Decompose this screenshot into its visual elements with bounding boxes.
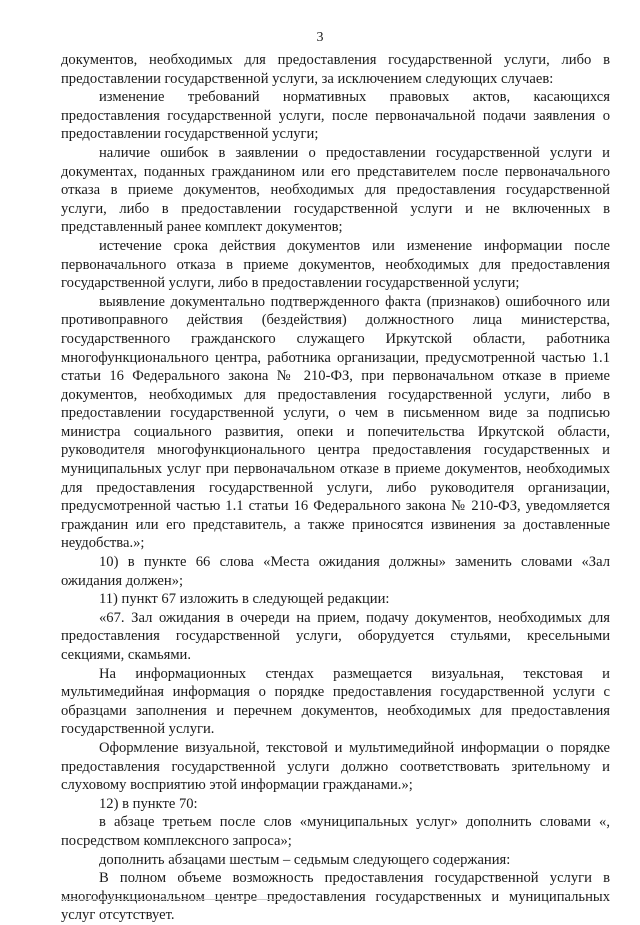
bottom-divider: [61, 899, 301, 900]
paragraph-item-10: 10) в пункте 66 слова «Места ожидания должны» заменить словами «Зал ожидания должен»;: [61, 554, 610, 589]
paragraph-info-design: Оформление визуальной, текстовой и мультимедийной информации о порядке предоставления государственной услуги должно соответствовать зрительному и слуховому восприятию этой информации гражданами.»;: [61, 739, 610, 794]
paragraph-item-12-abzac-3: в абзаце третьем после слов «муниципальных услуг» дополнить словами «, посредством комплексного запроса»;: [61, 814, 610, 849]
paragraph-exception-legal-change: изменение требований нормативных правовых актов, касающихся предоставления государственной услуги, после первоначальной подачи заявления о предоставлении государственной услуги;: [61, 89, 610, 143]
paragraph-continuation: документов, необходимых для предоставления государственной услуги, либо в предоставлении государственной услуги, за исключением следующих случаев:: [61, 52, 610, 87]
page-number: 3: [316, 30, 324, 45]
paragraph-info-stands: На информационных стендах размещается визуальная, текстовая и мультимедийная информация о порядке предоставления государственной услуги с образцами заполнения и перечнем документов, необходимых для предоставления государственной услуги.: [61, 665, 610, 738]
paragraph-exception-violation: выявление документально подтвержденного факта (признаков) ошибочного или противоправного действия (бездействия) должностного лица министерства, государственного гражданского служащего Иркутской области, работника многофункционального центра, работника организации, предусмотренной частью 1.1 статьи 16 Федерального закона № 210-ФЗ, при первоначальном отказе в приеме документов, необходимых для предоставления государственной услуги, либо в предоставлении государственной услуги, о чем в письменном виде за подписью министра социального развития, опеки и попечительства Иркутской области, руководителя многофункционального центра предоставления государственных и муниципальных услуг при первоначальном отказе в приеме документов, необходимых для предоставления государственной услуги, либо руководителя организации, предусмотренной частью 1.1 статьи 16 Федерального закона № 210-ФЗ, уведомляется гражданин или его представитель, а также приносятся извинения за доставленные неудобства.»;: [61, 293, 610, 552]
paragraph-item-12-add: дополнить абзацами шестым – седьмым следующего содержания:: [99, 851, 511, 868]
paragraph-exception-expiry: истечение срока действия документов или изменение информации после первоначального отказа в приеме документов, необходимых для предоставления государственной услуги, либо в предоставлении государственной услуги;: [61, 237, 610, 292]
paragraph-full-scope: В полном объеме возможность предоставления государственной услуги в многофункциональном центре предоставления государственных и муниципальных услуг отсутствует.: [61, 870, 610, 924]
paragraph-exception-errors: наличие ошибок в заявлении о предоставлении государственной услуги и документах, поданных гражданином или его представителем после первоначального отказа в приеме документов, необходимых для предоставления государственной услуги, либо в предоставлении государственной услуги и не включенных в представленный ранее комплект документов;: [61, 144, 610, 236]
paragraph-point-67: «67. Зал ожидания в очереди на прием, подачу документов, необходимых для предоставления государственной услуги, оборудуется стульями, кресельными секциями, скамьями.: [61, 609, 610, 663]
paragraph-item-11: 11) пункт 67 изложить в следующей редакции:: [99, 591, 390, 608]
paragraph-item-12: 12) в пункте 70:: [99, 795, 198, 812]
document-body: [61, 51, 610, 925]
